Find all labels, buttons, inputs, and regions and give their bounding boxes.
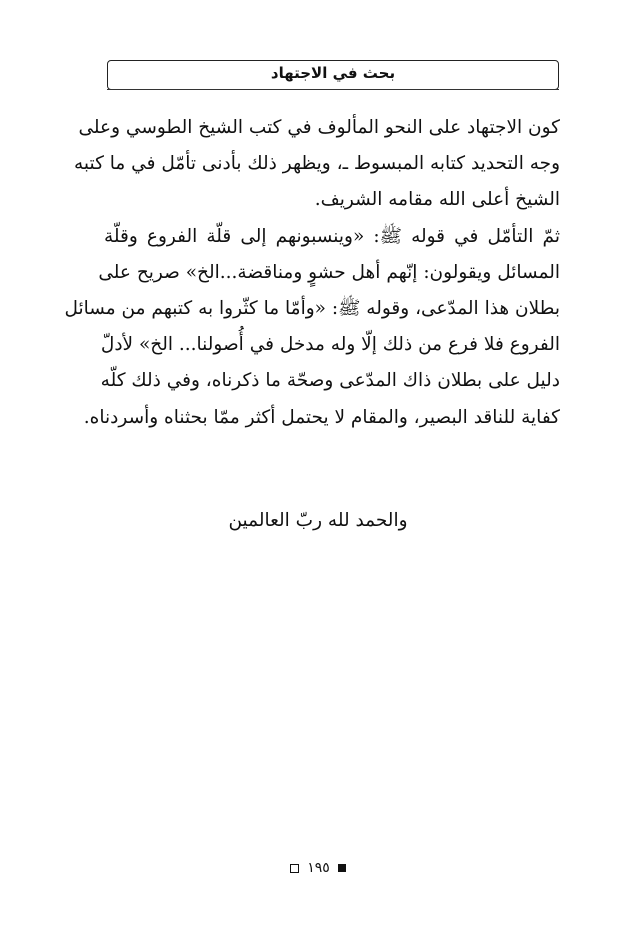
body-line: كفاية للناقد البصير، والمقام لا يحتمل أكثر ممّا بحثناه وأسردناه. xyxy=(83,406,560,428)
body-line: بطلان هذا المدّعى، وقوله ﷺ: «وأمّا ما كثّروا به كتبهم من مسائل xyxy=(64,298,560,320)
running-header-title: بحث في الاجتهاد xyxy=(270,64,396,82)
body-line: وجه التحديد كتابه المبسوط ـ، ويظهر ذلك بأدنى تأمّل في ما كتبه xyxy=(73,153,560,175)
body-line: المسائل ويقولون: إنّهم أهل حشوٍ ومناقضة...الخ» صريح على xyxy=(98,261,560,283)
body-line: كون الاجتهاد على النحو المألوف في كتب الشيخ الطوسي وعلى xyxy=(78,117,560,138)
body-line: دليل على بطلان ذاك المدّعى وصحّة ما ذكرناه، وفي ذلك كلّه xyxy=(100,370,560,392)
filled-square-icon xyxy=(338,864,346,872)
page-footer xyxy=(0,860,636,876)
body-line: ثمّ التأمّل في قوله ﷺ: «وينسبونهم إلى قلّة الفروع وقلّة xyxy=(104,225,560,247)
closing-line: والحمد لله ربّ العالمين xyxy=(228,510,408,531)
body-line: الفروع فلا فرع من ذلك إلّا وله مدخل في أُصولنا... الخ» لأدلّ xyxy=(100,334,560,356)
header-rule xyxy=(107,89,559,90)
body-text xyxy=(64,110,560,436)
page-number: ١٩٥ xyxy=(307,860,330,876)
body-line: الشيخ أعلى الله مقامه الشريف. xyxy=(314,189,560,211)
empty-square-icon xyxy=(290,864,299,873)
running-header xyxy=(107,60,559,90)
